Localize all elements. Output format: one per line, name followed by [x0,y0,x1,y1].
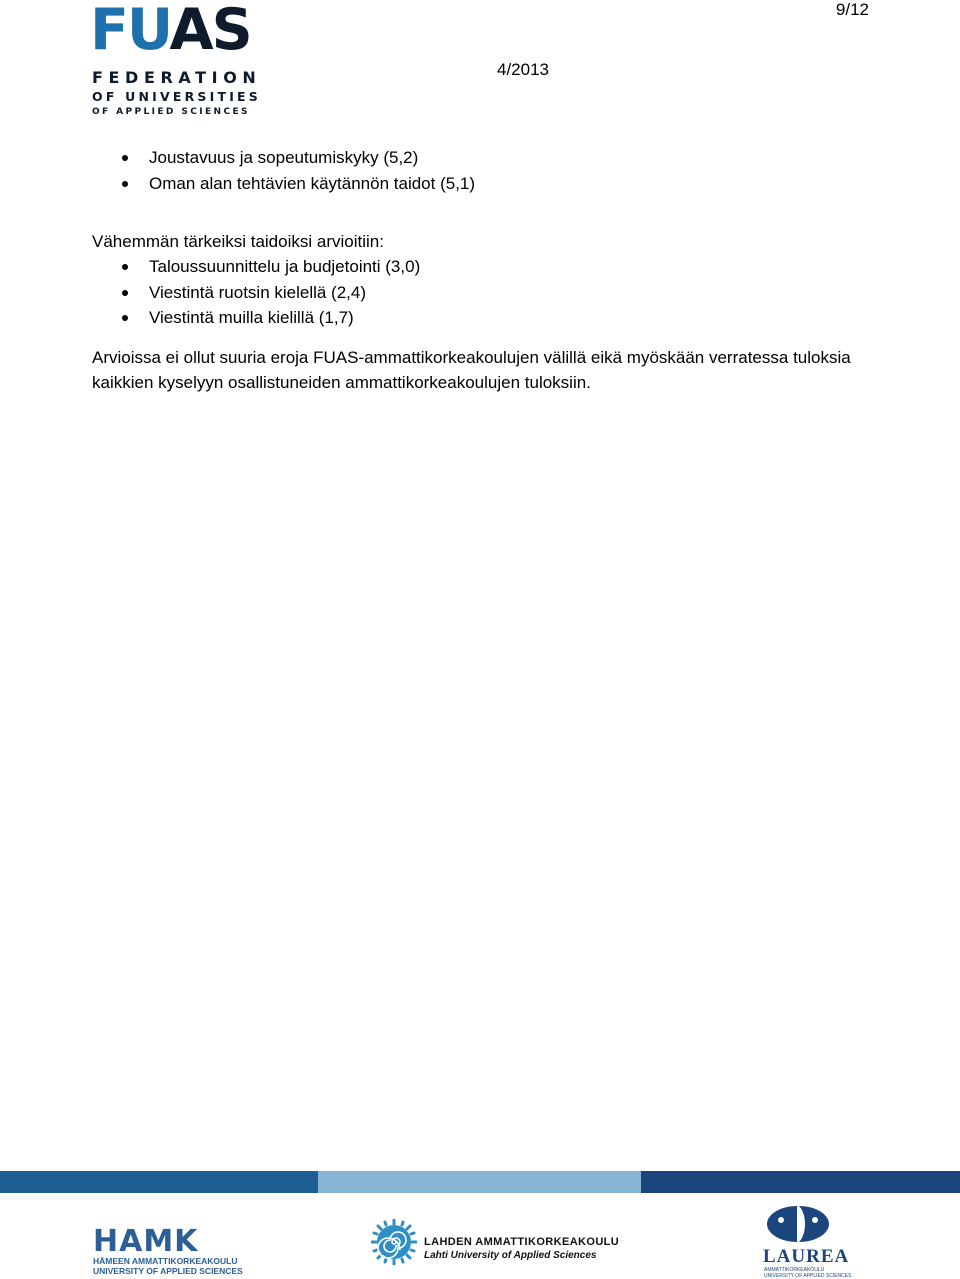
hamk-subtitle-1: HÄMEEN AMMATTIKORKEAKOULU [93,1256,238,1266]
list-item: Taloussuunnittelu ja budjetointi (3,0) [92,254,892,280]
laurea-emblem-icon [763,1204,833,1244]
document-body [92,145,892,395]
lahti-spiral-icon [371,1219,417,1265]
conclusion-line-1: Arvioissa ei ollut suuria eroja FUAS-ammattikorkeakoulujen välillä eikä myöskään verratessa tuloksia [92,347,851,367]
fuas-logo-applied-sciences: OF APPLIED SCIENCES [92,107,250,117]
list-item: Joustavuus ja sopeutumiskyky (5,2) [92,145,892,171]
lahti-logo-text [424,1236,619,1262]
laurea-wordmark: LAUREA [763,1246,850,1267]
fuas-logo-federation: FEDERATION [92,68,262,87]
list-item: Viestintä muilla kielillä (1,7) [92,305,892,331]
footer-bar-segment [0,1171,318,1193]
page-number: 9/12 [835,0,869,19]
list-item: Viestintä ruotsin kielellä (2,4) [92,280,892,306]
fuas-logo-universities: OF UNIVERSITIES [92,89,261,104]
fuas-wordmark: FUAS [90,0,251,63]
hamk-logo [93,1224,243,1276]
hamk-subtitle-2: UNIVERSITY OF APPLIED SCIENCES [93,1266,243,1276]
conclusion-line-2: kaikkien kyselyyn osallistuneiden ammattikorkeakoulujen tuloksiin. [92,372,591,392]
document-date: 4/2013 [497,60,549,79]
fuas-logo [90,0,262,117]
top-bullet-list [92,145,892,196]
less-important-heading: Vähemmän tärkeiksi taidoiksi arvioitiin: [92,232,384,251]
hamk-wordmark: HAMK [93,1224,199,1259]
lahti-name: LAHDEN AMMATTIKORKEAKOULU [424,1236,620,1248]
laurea-subtitle: AMMATTIKORKEAKOULU UNIVERSITY OF APPLIED SCIENCES [764,1267,852,1279]
footer-bar-segment [641,1171,960,1193]
lahti-english-name: Lahti University of Applied Sciences [424,1250,597,1261]
less-important-bullet-list [92,254,892,331]
footer-color-bar [0,1171,960,1193]
list-item: Oman alan tehtävien käytännön taidot (5,1) [92,171,892,197]
footer-bar-segment [318,1171,641,1193]
